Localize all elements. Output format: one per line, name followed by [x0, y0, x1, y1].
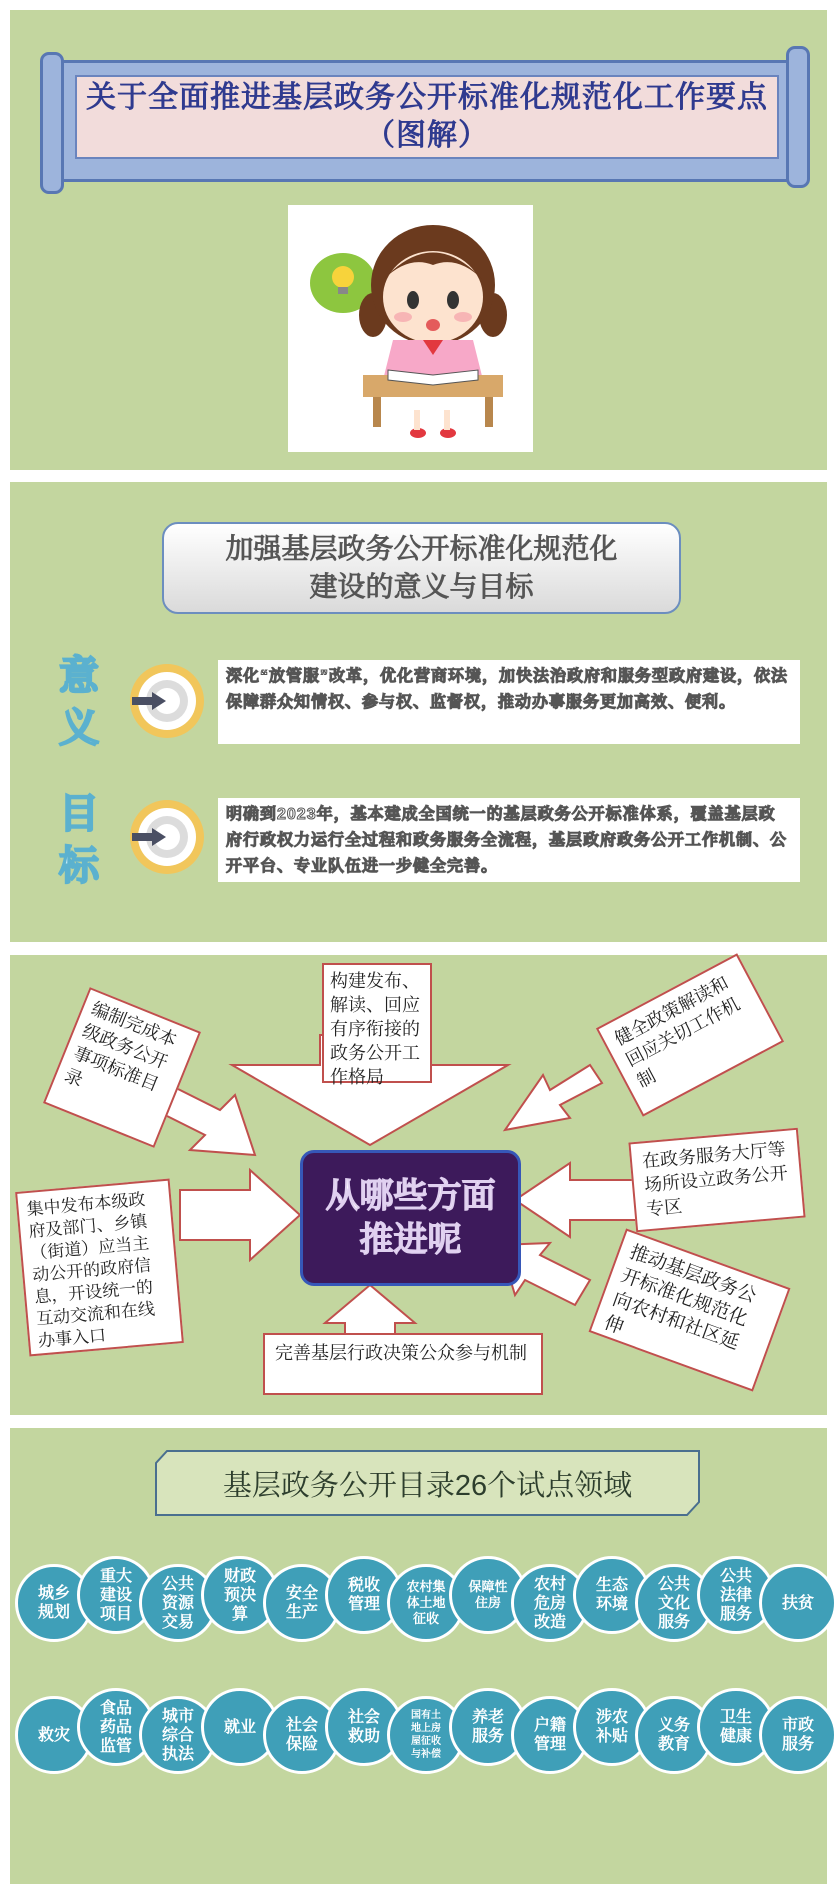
pilot-area-label: 农村	[533, 1575, 566, 1593]
pilot-area-label: 教育	[657, 1736, 690, 1753]
callout-top: 构建发布、解读、回应有序衔接的政务公开工作格局	[322, 963, 432, 1083]
pilot-area-label: 养老	[471, 1709, 504, 1726]
pilot-area-label: 生态	[595, 1577, 628, 1594]
pilot-area-label: 税收	[347, 1577, 380, 1594]
pilot-area-label: 建设	[99, 1586, 132, 1604]
pilot-area-label: 屋征收	[411, 1736, 441, 1747]
pilot-area-label: 保障性	[468, 1579, 508, 1594]
callout-bottom: 完善基层行政决策公众参与机制	[263, 1333, 543, 1395]
pilot-area-label: 户籍	[533, 1717, 566, 1734]
approach-panel	[10, 955, 827, 1415]
pilot-area-label: 体土地	[406, 1595, 446, 1610]
pilot-area-label: 城市	[161, 1707, 194, 1725]
arrow-mid-right	[515, 1163, 650, 1237]
pilot-area-label: 住房	[474, 1595, 501, 1610]
pilot-area-label: 安全	[285, 1585, 318, 1602]
pilot-area-label: 文化	[657, 1594, 690, 1612]
pilot-area-label: 规划	[37, 1604, 70, 1621]
pilot-area-label: 危房	[533, 1594, 566, 1612]
pilot-area-label: 药品	[99, 1718, 132, 1736]
arrow-left	[180, 1170, 300, 1260]
section2-title-line2: 建设的意义与目标	[309, 571, 534, 602]
pilot-area-label: 农村集	[406, 1579, 446, 1594]
center-line1: 从哪些方面	[325, 1177, 496, 1215]
callout-left: 集中发布本级政府及部门、乡镇（街道）应当主动公开的政府信息，开设统一的互动交流和在线办事入口	[15, 1179, 184, 1357]
pilot-area-label: 就业	[223, 1718, 256, 1736]
pilot-area-label: 公共	[161, 1575, 194, 1593]
pilot-area-label: 管理	[533, 1736, 566, 1753]
significance-label-char2: 义	[59, 706, 99, 750]
section2-title-line1: 加强基层政务公开标准化规范化	[225, 533, 618, 564]
girl-illustration-svg	[288, 205, 533, 452]
pilot-area-label: 社会	[285, 1717, 318, 1734]
pilot-area-label: 生产	[285, 1604, 318, 1621]
target-arrow-icon	[130, 800, 204, 874]
pilot-area-label: 补贴	[595, 1728, 628, 1745]
pilot-area-label: 城乡	[37, 1585, 70, 1602]
pilot-area-circle	[759, 1564, 837, 1642]
header-panel	[10, 10, 827, 470]
pilot-area-label: 预决	[223, 1586, 256, 1604]
goal-text: 明确到2023年，基本建成全国统一的基层政务公开标准体系，覆盖基层政府行政权力运行全过程和政务服务全流程，基层政府政务公开工作机制、公开平台、专业队伍进一步健全完善。	[218, 798, 800, 882]
pilot-area-label: 救助	[347, 1728, 380, 1745]
pilot-area-label: 义务	[657, 1717, 690, 1734]
significance-label	[56, 650, 102, 754]
arrow-top-right	[505, 1065, 602, 1130]
pilot-area-label: 改造	[533, 1613, 566, 1631]
pilot-area-label: 市政	[781, 1717, 814, 1734]
significance-text: 深化“放管服”改革，优化营商环境，加快法治政府和服务型政府建设，依法保障群众知情权、参与权、监督权，推动办事服务更加高效、便利。	[218, 660, 800, 744]
pilot-area-label: 财政	[223, 1567, 256, 1585]
scroll-left-roll	[40, 52, 64, 194]
pilot-area-label: 健康	[719, 1728, 752, 1745]
significance-label-char1: 意	[59, 654, 99, 698]
pilot-area-label: 保险	[285, 1736, 318, 1753]
pilot-area-label: 扶贫	[781, 1594, 814, 1612]
section4-title: 基层政务公开目录26个试点领域	[222, 1469, 633, 1502]
goal-label-char1: 目	[59, 792, 99, 836]
callout-top-right: 健全政策解读和回应关切工作机制	[596, 953, 784, 1116]
pilot-area-label: 公共	[719, 1567, 752, 1585]
pilot-area-label: 资源	[161, 1594, 194, 1612]
lightbulb-icon	[332, 266, 354, 288]
pilot-area-circle	[759, 1696, 837, 1774]
pilot-areas-panel	[10, 1428, 827, 1884]
scroll-right-roll	[786, 46, 810, 188]
pilot-area-label: 食品	[99, 1699, 132, 1717]
title-scroll-banner	[40, 50, 810, 190]
pilot-area-label: 管理	[347, 1596, 380, 1613]
pilot-area-label: 重大	[99, 1567, 132, 1585]
pilot-area-label: 项目	[99, 1605, 132, 1623]
pilot-area-label: 国有土	[411, 1710, 441, 1721]
pilot-area-label: 服务	[781, 1736, 814, 1753]
pilot-area-label: 社会	[347, 1709, 380, 1726]
goal-label-char2: 标	[59, 844, 99, 888]
goal-label	[56, 788, 102, 892]
page-title-line1: 关于全面推进基层政务公开标准化规范化工作要点	[86, 80, 768, 115]
pilot-area-label: 卫生	[719, 1709, 752, 1726]
pilot-area-label: 服务	[719, 1605, 752, 1623]
callout-mid-right: 在政务服务大厅等场所设立政务公开专区	[628, 1128, 805, 1232]
pilot-area-label: 执法	[161, 1745, 194, 1763]
pilot-area-label: 与补偿	[411, 1749, 441, 1760]
pilot-area-label: 救灾	[37, 1726, 70, 1744]
pilot-area-label: 地上房	[411, 1723, 441, 1734]
center-line2: 推进呢	[359, 1221, 462, 1259]
section2-title-box	[162, 522, 681, 614]
pilot-area-label: 公共	[657, 1575, 690, 1593]
title-plate	[75, 75, 779, 159]
girl-reading-illustration	[288, 205, 533, 452]
pilot-area-label: 征收	[412, 1611, 439, 1626]
pilot-area-label: 监管	[99, 1737, 132, 1755]
pilot-area-label: 法律	[719, 1586, 752, 1604]
pilot-area-label: 环境	[595, 1596, 628, 1613]
pilot-area-label: 服务	[657, 1613, 690, 1631]
center-question-box	[300, 1150, 521, 1286]
pilot-area-label: 交易	[161, 1613, 194, 1631]
callout-bottom-right: 推动基层政务公开标准化规范化向农村和社区延伸	[588, 1228, 790, 1391]
pilot-area-label: 算	[231, 1605, 248, 1623]
significance-goal-panel	[10, 482, 827, 942]
pilot-area-label: 综合	[161, 1726, 194, 1744]
pilot-area-label: 服务	[471, 1728, 504, 1745]
arrow-up-bottom	[325, 1285, 415, 1340]
pilot-area-label: 涉农	[595, 1709, 628, 1726]
target-arrow-icon	[130, 664, 204, 738]
callout-top-left: 编制完成本级政务公开事项标准目录	[43, 987, 201, 1148]
page-title-line2: （图解）	[365, 118, 489, 153]
